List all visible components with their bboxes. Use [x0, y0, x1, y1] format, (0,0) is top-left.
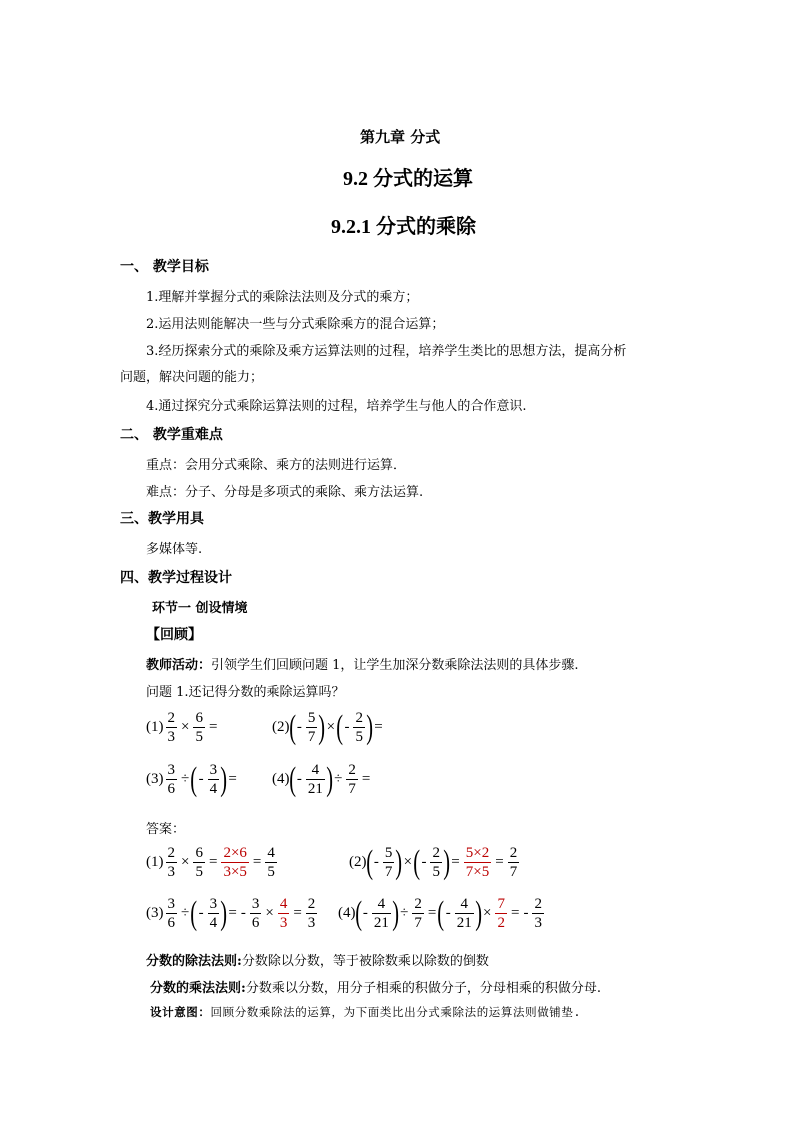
- section-3-title: 三、教学用具: [120, 511, 204, 527]
- section-2-title: 二、 教学重难点: [120, 427, 223, 443]
- a-expr-4: (4) ( - $\frac{4}{21}$ ) ÷ $\frac{2}{7}$ = ( - $\frac{4}{21}$ ) × $\frac{7}{2}$ = - $\frac{2}{3}$: [338, 894, 542, 932]
- objective-2: 2.运用法则能解决一些与分式乘除乘方的混合运算；: [146, 317, 445, 332]
- division-rule: [146, 950, 489, 969]
- division-rule-label: 分数的除法法则:: [146, 954, 242, 969]
- design-intent-label: 设计意图：: [150, 1005, 211, 1019]
- objective-3: 3.经历探索分式的乘除及乘方运算法则的过程，培养学生类比的思想方法，提高分析: [146, 344, 627, 359]
- multiplication-rule-label: 分数的乘法法则:: [150, 981, 246, 996]
- review-heading: 【回顾】: [146, 627, 202, 643]
- a-expr-2: (2) ( - $\frac{5}{7}$ ) × ( - $\frac{2}{5}$ ) = $\frac{5\times 2}{7\times 5}$ = $\frac{2}{7}$: [349, 843, 518, 881]
- a-expr-3: (3) $\frac{3}{6}$ ÷ ( - $\frac{3}{4}$ ) = - $\frac{3}{6}$ × $\frac{4}{3}$ = $\frac{2}{3}$: [146, 894, 316, 932]
- objective-4: 4.通过探究分式乘除运算法则的过程，培养学生与他人的合作意识.: [146, 399, 527, 414]
- question-1: 问题 1.还记得分数的乘除运算吗？: [146, 685, 345, 700]
- difficult-point: 难点：分子、分母是多项式的乘除、乘方法运算.: [146, 485, 424, 500]
- design-intent-text: 回顾分数乘除法的运算，为下面类比出分式乘除法的运算法则做铺垫.: [210, 1005, 582, 1019]
- teacher-activity: [146, 654, 579, 673]
- chapter-title: 第九章 分式: [360, 128, 441, 146]
- section-4-title: 四、教学过程设计: [120, 570, 232, 586]
- q-expr-1: (1) $\frac{2}{3}$ × $\frac{6}{5}$ =: [146, 710, 218, 745]
- answer-label: 答案：: [146, 822, 186, 837]
- multiplication-rule: [150, 977, 601, 996]
- a-expr-1: (1) $\frac{2}{3}$ × $\frac{6}{5}$ = $\frac{2\times 6}{3\times 5}$ = $\frac{4}{5}$: [146, 845, 275, 880]
- section-title: 9.2 分式的运算: [343, 168, 473, 190]
- tools-text: 多媒体等.: [146, 542, 203, 557]
- step-1-title: 环节一 创设情境: [152, 601, 248, 616]
- division-rule-text: 分数除以分数，等于被除数乘以除数的倒数: [241, 954, 489, 969]
- objective-1: 1.理解并掌握分式的乘除法法则及分式的乘方；: [146, 290, 419, 305]
- subsection-title: 9.2.1 分式的乘除: [331, 216, 476, 238]
- q-expr-2: (2) ( - $\frac{5}{7}$ ) × ( - $\frac{2}{5}$ ) =: [272, 708, 383, 746]
- q-expr-4: (4) ( - $\frac{4}{21}$ ) ÷ $\frac{2}{7}$ =: [272, 760, 371, 798]
- design-intent: [150, 1004, 581, 1020]
- q-expr-3: (3) $\frac{3}{6}$ ÷ ( - $\frac{3}{4}$ ) =: [146, 760, 237, 798]
- objective-3-cont: 问题，解决问题的能力；: [120, 370, 264, 385]
- teacher-activity-text: 引领学生们回顾问题 1，让学生加深分数乘除法法则的具体步骤.: [211, 658, 579, 673]
- multiplication-rule-text: 分数乘以分数，用分子相乘的积做分子，分母相乘的积做分母.: [245, 981, 601, 996]
- section-1-title: 一、 教学目标: [120, 259, 209, 275]
- key-point: 重点：会用分式乘除、乘方的法则进行运算．: [146, 458, 407, 473]
- teacher-activity-label: 教师活动：: [146, 658, 212, 673]
